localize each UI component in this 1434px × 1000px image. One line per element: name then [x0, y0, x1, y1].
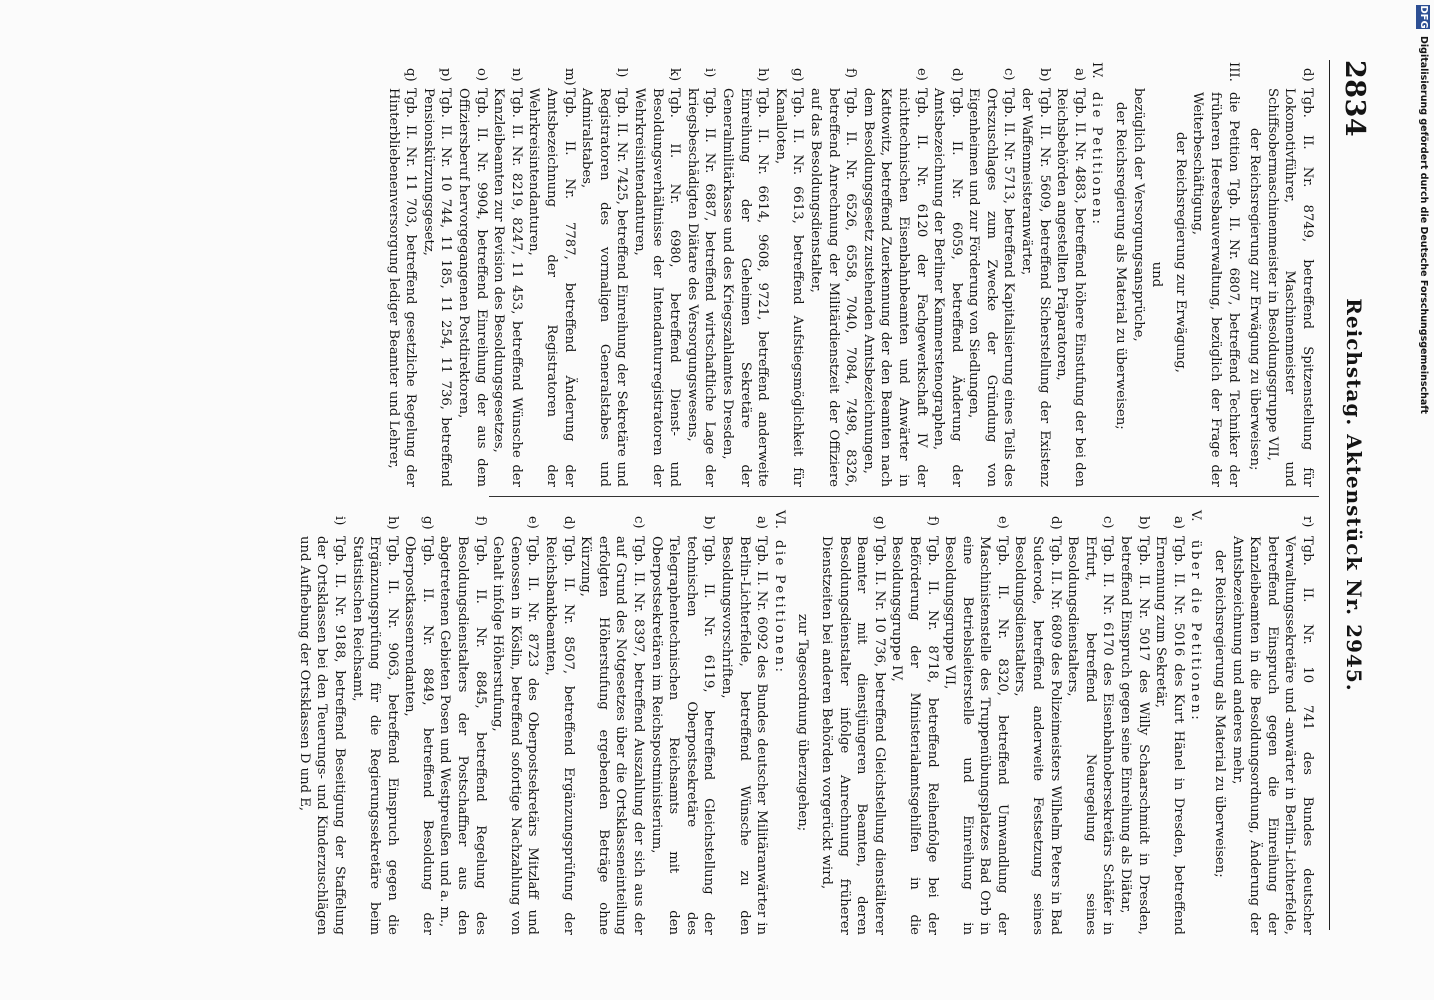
- item-label: c): [1100, 516, 1116, 529]
- petition-item: [489, 510, 542, 935]
- item-text: Tgb. II. Nr. 6613, betreffend Aufstiegsmöglichkeit für Kanalloten,: [772, 88, 806, 487]
- petition-item: [578, 62, 631, 487]
- item-text: Tgb. II. Nr. 8718, betreffend Reihenfolge bei der Beförderung der Ministerialamtsgehilfen in die Besoldungsgruppe IV,: [889, 536, 940, 935]
- right-column: [296, 510, 1316, 935]
- item-label: o): [473, 68, 489, 82]
- section-numeral: V.: [1188, 510, 1204, 522]
- item-label: l): [614, 68, 630, 78]
- section-numeral: IV.: [1089, 62, 1105, 79]
- item-text: Tgb. II. Nr. 9188, betreffend Beseitigung der Staffelung der Ortsklassen bei den Teuerungs- und Kinderzuschlägen und Aufhebung der Ortsklassen D und E,: [296, 536, 347, 935]
- item-text: Tgb. II. Nr. 6980, betreffend Dienst- und Besoldungsverhältnisse der Intendanturregistratoren der Wehrkreisintendanturen,: [632, 88, 683, 487]
- petition-item: [455, 62, 490, 487]
- item-label: d): [1047, 516, 1063, 530]
- item-text: Tgb. II. Nr. 8723 des Oberpostsekretärs Mitzlaff und Genossen in Köslin, betreffend sofortige Nachzahlung von Gehalt infolge Höherstufung,: [490, 536, 541, 935]
- page-number: 2834: [1339, 60, 1370, 138]
- petition-item: [436, 510, 489, 935]
- page-header: [1329, 60, 1380, 930]
- petition-item: [401, 510, 436, 935]
- item-label: e): [525, 516, 541, 529]
- item-label: h): [755, 68, 771, 82]
- item-text: Tgb. II. Nr. 9063, betreffend Einspruch gegen die Ergänzungsprüfung für die Regierungssekretäre beim Statistischen Reichsamt,: [349, 536, 400, 935]
- item-label: d): [560, 516, 576, 530]
- item-text: Tgb. II. Nr. 5713, betreffend Kapitalisierung eines Teils des Ortszuschlages zum Zwecke der Gründung von Eigenheimen und zur Förderung von Siedlungen,: [966, 88, 1017, 487]
- petition-item: [683, 62, 718, 487]
- item-label: a): [754, 516, 770, 530]
- petition-item: [859, 62, 929, 487]
- petition-item: [490, 62, 525, 487]
- item-text: Tgb. II. Nr. 8749, betreffend Spitzenstellung für Lokomotivführer, Maschinenmeister und Schiffsobermaschinenmeister in Besoldungsgruppe VII,: [1264, 88, 1315, 487]
- section-heading: die Petitionen:: [771, 540, 787, 675]
- item-text: Tgb. II. Nr. 10 736, betreffend Gleichstellung dienstälterer Beamter mit dienstjüngeren Beamten, deren Besoldungsdienstalter infolge Anrechnung früherer Dienstzeiten bei anderen Behörden vorgerückt wird,: [818, 536, 887, 935]
- petition-item: [647, 510, 717, 935]
- section-IV-heading: [1088, 62, 1106, 487]
- conjunction-text: und: [1149, 261, 1165, 288]
- disposition-text: der Reichsregierung zur Erwägung zu überweisen;: [1247, 128, 1263, 471]
- item-label: f): [843, 68, 859, 79]
- item-label: a): [1170, 516, 1186, 530]
- item-label: n): [508, 68, 524, 82]
- item-text: Tgb. II. Nr. 8849, betreffend Besoldung der Oberpostkassenrendanten,: [402, 536, 435, 935]
- item-label: k): [667, 68, 683, 82]
- section-VI-heading: [770, 510, 788, 935]
- petition-item: [525, 62, 578, 487]
- petition-item: [806, 62, 859, 487]
- item-label: f): [924, 516, 940, 527]
- item-label: q): [403, 68, 419, 82]
- disposition-text: der Reichsregierung als Material zu überweisen;: [1212, 550, 1228, 878]
- section-III: [1171, 62, 1241, 487]
- item-label: h): [384, 516, 400, 530]
- item-text: Tgb. II. Nr. 6059, betreffend Änderung der Amtsbezeichnung der Berliner Kammerstenographen,: [931, 88, 964, 487]
- petition-item: [348, 510, 401, 935]
- item-label: g): [790, 68, 806, 82]
- petition-item: [1018, 62, 1053, 487]
- petition-item: [717, 510, 770, 935]
- item-text: Tgb. II. Nr. 9904, betreffend Einreihung der aus dem Offiziersberuf hervorgegangenen Postdirektoren,: [456, 88, 489, 487]
- petition-item: [541, 510, 576, 935]
- dfg-logo: DFG: [1418, 5, 1429, 29]
- item-label: a): [1071, 68, 1087, 82]
- item-r: [1228, 510, 1316, 935]
- item-label: c): [1001, 68, 1017, 81]
- item-label: b): [701, 516, 717, 530]
- item-text: Tgb. II. Nr. 7425, betreffend Einreihung der Sekretäre und Registratoren des vormaligen Generalstabes und Admiralstabes,: [579, 88, 630, 487]
- section-numeral: III.: [1225, 62, 1241, 82]
- item-text: Tgb. II. Nr. 5017 des Willy Schaarschmidt in Dresden, betreffend Einspruch gegen seine Einreihung als Diätar,: [1118, 536, 1151, 935]
- funding-credit: Digitalisierung gefördert durch die Deutsche Forschungsgemeinschaft: [1418, 36, 1429, 414]
- item-label: d): [948, 68, 964, 82]
- section-text: die Petition Tgb. II. Nr. 6807, betreffend Techniker der früheren Heeresbauverwaltung, bezüglich der Frage der Weiterbeschäftigung,: [1190, 92, 1241, 487]
- item-label: b): [1036, 68, 1052, 82]
- item-label: g): [419, 516, 435, 530]
- petition-item: [1053, 62, 1088, 487]
- item-d: [1246, 62, 1316, 487]
- item-text: Tgb. II. Nr. 6092 des Bundes deutscher Militäranwärter in Berlin-Lichterfelde, betreffend Wünsche zu den Besoldungsvorschriften,: [719, 536, 770, 935]
- section-heading: über die Petitionen:: [1188, 540, 1204, 723]
- petition-list: [817, 510, 1186, 935]
- petition-item: [1116, 510, 1151, 935]
- item-text: Tgb. II. Nr. 8845, betreffend Regelung des Besoldungsdienstalters der Postschaffner aus den abgetretenen Gebieten Posen und Westpreußen und a. m.,: [437, 536, 488, 935]
- item-text: Tgb. II. Nr. 6614, 9608, 9721, betreffend anderweite Einreihung der Geheimen Sekretäre der Generalmilitärkasse und des Kriegszahlamtes Dresden,: [720, 88, 771, 487]
- petition-item: [718, 62, 771, 487]
- section-heading: die Petitionen:: [1089, 92, 1105, 227]
- disposition-text: der Reichsregierung als Material zu überweisen;: [1113, 102, 1129, 430]
- item-label: f): [472, 516, 488, 527]
- petition-item: [295, 510, 348, 935]
- petition-item: [965, 62, 1018, 487]
- item-text: Tgb. II. Nr. 7787, betreffend Änderung der Amtsbezeichnung der Registratoren der Wehrkreisintendanturen,: [526, 88, 577, 487]
- item-text: Tgb. II. Nr. 8397, betreffend Auszahlung der sich aus der auf Grund des Notgesetzes über die Ortsklasseneinteilung erfolgten Höherstufung ergebenden Beträge ohne Kürzung,: [578, 536, 647, 935]
- item-label: e): [994, 516, 1010, 529]
- item-label: r): [1300, 516, 1315, 528]
- digitization-credit-strip: [1406, 0, 1434, 1000]
- disposition-text: der Reichsregierung zur Erwägung,: [1172, 132, 1188, 373]
- petition-list: [384, 62, 1088, 487]
- disposition-text: zur Tagesordnung überzugehen;: [795, 613, 811, 832]
- petition-item: [771, 62, 806, 487]
- petition-item: [941, 510, 1011, 935]
- item-text: Tgb. II. Nr. 5609, betreffend Sicherstellung der Existenz der Waffenmeisteranwärter,: [1019, 88, 1052, 487]
- petition-item: [577, 510, 647, 935]
- item-label: d): [1300, 68, 1315, 82]
- item-text: Tgb. II. Nr. 6887, betreffend wirtschaftliche Lage der kriegsbeschädigten Diätare des Versorgungswesens,: [684, 88, 718, 487]
- section-numeral: VI.: [771, 510, 787, 529]
- item-label: p): [438, 68, 454, 82]
- petition-list: [295, 510, 770, 935]
- item-label: b): [1135, 516, 1151, 530]
- petition-item: [1064, 510, 1117, 935]
- item-text: Tgb. II. Nr. 6119, betreffend Gleichstellung der technischen Oberpostsekretäre des Telegraphentechnischen Reichsamts mit den Oberpostsekretären im Reichspostministerium,: [648, 536, 717, 935]
- section-V-heading: [1187, 510, 1205, 935]
- item-text: Tgb. II. Nr. 5016 des Kurt Hänel in Dresden, betreffend Ernennung zum Sekretär,: [1153, 536, 1186, 935]
- item-text: Tgb. II. Nr. 6809 des Polizeimeisters Wilhelm Peters in Bad Suderode, betreffend anderweite Festsetzung seines Besoldungsdienstalters,: [1012, 536, 1063, 935]
- column-divider: [489, 496, 1319, 497]
- item-text: Tgb. II. Nr. 10 744, 11 185, 11 254, 11 736, betreffend Pensionskürzungsgesetz,: [420, 88, 454, 487]
- petition-item: [630, 62, 683, 487]
- item-label: e): [913, 68, 929, 81]
- item-text: Tgb. II. Nr. 6170 des Eisenbahnobersekretärs Schäfer in Erfurt, betreffend Neuregelung seines Besoldungsdienstalters,: [1065, 536, 1116, 935]
- petition-item: [817, 510, 887, 935]
- running-title: Reichstag. Aktenstück Nr. 2945.: [1342, 298, 1366, 692]
- item-label: g): [871, 516, 887, 530]
- petition-item: [1152, 510, 1187, 935]
- item-text: Tgb. II. Nr. 4883, betreffend höhere Einstufung der bei den Reichsbehörden angestellten Präparatoren,: [1054, 88, 1087, 487]
- versorgung-text: bezüglich der Versorgungsansprüche,: [1130, 88, 1146, 342]
- item-text: Tgb. II. Nr. 11 703, betreffend gesetzliche Regelung der Hinterbliebenenversorgung lediger Beamter und Lehrer,: [385, 88, 419, 487]
- item-text: Tgb. II. Nr. 8219, 8247, 11 453, betreffend Wünsche der Kanzleibeamten zur Revision des Besoldungsgesetzes,: [491, 88, 524, 487]
- item-label: i): [702, 68, 718, 78]
- item-label: i): [331, 516, 347, 526]
- item-text: Tgb. II. Nr. 6526, 6558, 7040, 7084, 7498, 8326, betreffend Anrechnung der Militärdienstzeit der Offiziere auf das Besoldungsdienstalter,: [807, 88, 859, 487]
- petition-item: [419, 62, 454, 487]
- item-label: m): [561, 68, 577, 86]
- item-text: Tgb. II. Nr. 10 741 des Bundes deutscher Verwaltungssekretäre und -anwärter in Berlin-Lichterfelde, betreffend Einspruch gegen die Einreihung der Kanzleibeamten in die Besoldungsordnung, Änderung der Amtsbezeichnung und anderes mehr,: [1229, 536, 1315, 935]
- petition-item: [930, 62, 965, 487]
- item-text: Tgb. II. Nr. 6120 der Fachgewerkschaft IV der nichttechnischen Eisenbahnbeamten und Anwärter in Kattowitz, betreffend Zuerkennung der den Beamten nach dem Besoldungsgesetz zustehenden Amtsbezeichnungen,: [860, 88, 929, 487]
- petition-item: [1011, 510, 1064, 935]
- left-column: [385, 62, 1316, 487]
- petition-item: [384, 62, 419, 487]
- item-label: c): [631, 516, 647, 529]
- petition-item: [888, 510, 941, 935]
- item-text: Tgb. II. Nr. 8320, betreffend Umwandlung der Maschinistenstelle des Truppenübungsplatzes Bad Orb in eine Betriebsleiterstelle und Einreihung in Besoldungsgruppe VII,: [942, 536, 1010, 935]
- item-text: Tgb. II. Nr. 8507, betreffend Ergänzungsprüfung der Reichsbankbeamten,: [543, 536, 576, 935]
